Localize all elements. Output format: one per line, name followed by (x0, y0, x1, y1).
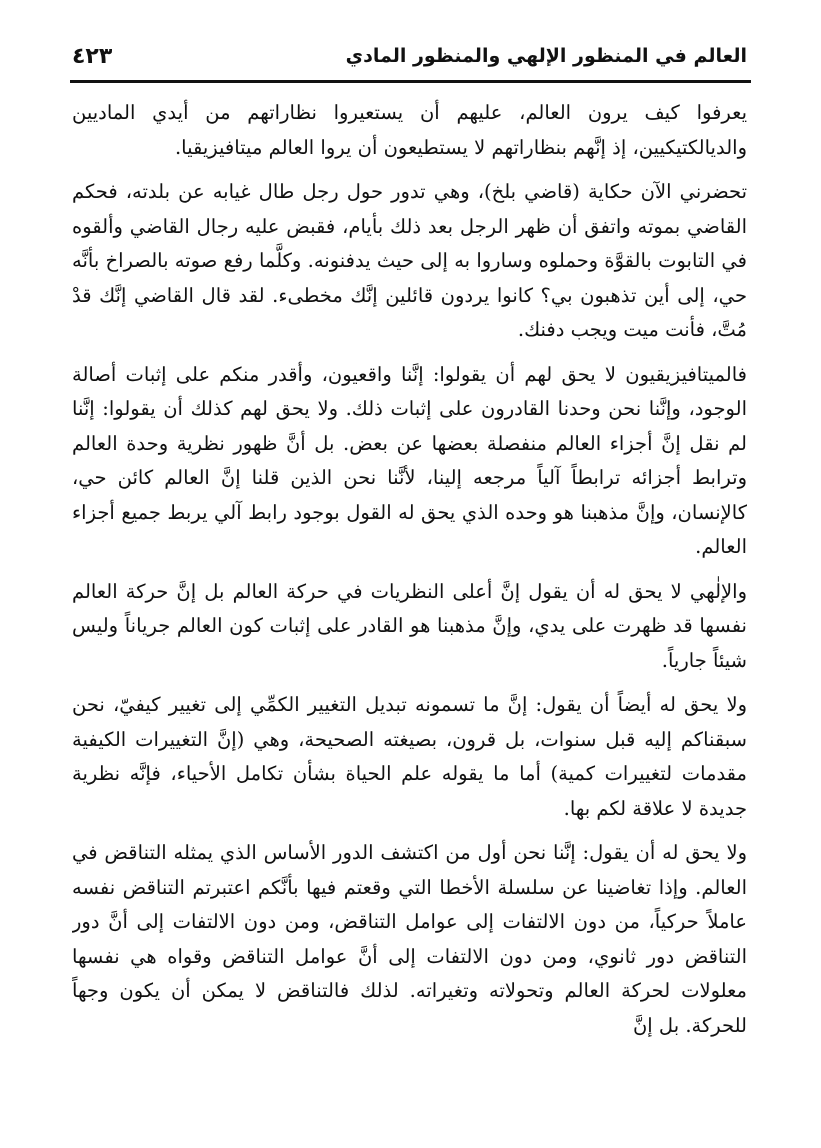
body-text (72, 96, 747, 1140)
running-title: العالم في المنظور الإلهي والمنظور المادي (345, 45, 747, 67)
paragraph-2: تحضرني الآن حكاية (قاضي بلخ)، وهي تدور حول رجل طال غيابه عن بلدته، فحكم القاضي بموته واتفق أن ظهر الرجل بعد ذلك بأيام، فقبض عليه رجال القاضي وألقوه في التابوت بالقوَّة وحملوه وساروا به إلى حيث يدفنونه. وكلَّما رفع صوته بالصراخ بأنَّه حي، إلى أين تذهبون بي؟ كانوا يردون قائلين إنَّك مخطىء. لقد قال القاضي إنَّك قدْ مُتَّ، فأنت ميت ويجب دفنك. (72, 180, 747, 341)
paragraph-5: ولا يحق له أيضاً أن يقول: إنَّ ما تسمونه تبديل التغيير الكمِّي إلى تغيير كيفيّ، نحن سبقناكم إليه قبل سنوات، بل قرون، بصيغته الصحيحة، وهي (إنَّ التغييرات الكيفية مقدمات لتغييرات كمية) أما ما يقوله علم الحياة بشأن تكامل الأحياء، فإنَّه نظرية جديدة لا علاقة لكم بها. (72, 693, 747, 820)
page-number: ٤٢٣ (72, 43, 113, 69)
header-rule (70, 80, 751, 83)
paragraph-4: والإلٰهي لا يحق له أن يقول إنَّ أعلى النظريات في حركة العالم بل إنَّ حركة العالم نفسها قد ظهرت على يدي، وإنَّ مذهبنا هو القادر على إثبات كون العالم جرياناً وليس شيئاً جارياً. (72, 579, 747, 672)
paragraph-3: فالميتافيزيقيون لا يحق لهم أن يقولوا: إنَّنا واقعيون، وأقدر منكم على إثبات أصالة الوجود، وإنَّنا نحن وحدنا القادرون على إثبات ذلك. ولا يحق لهم كذلك أن يقولوا: إنَّنا لم نقل إنَّ أجزاء العالم منفصلة بعضها عن بعض. بل أنَّ ظهور نظرية وحدة العالم وترابط أجزائه ترابطاً آلياً مرجعه إلينا، لأنَّنا نحن الذين قلنا إنَّ العالم كائن حي، كالإنسان، وإنَّ مذهبنا هو وحده الذي يحق له القول بوجود رابط آلي يربط جميع أجزاء العالم. (72, 362, 747, 558)
page-header (72, 36, 747, 76)
paragraph-1: يعرفوا كيف يرون العالم، عليهم أن يستعيروا نظاراتهم من أيدي الماديين والديالكتيكيين، إذ إنَّهم بنظاراتهم لا يستطيعون أن يروا العالم ميتافيزيقيا. (72, 101, 747, 159)
paragraph-6: ولا يحق له أن يقول: إنَّنا نحن أول من اكتشف الدور الأساس الذي يمثله التناقض في العالم. وإذا تغاضينا عن سلسلة الأخطا التي وقعتم فيها بأنَّكم اعتبرتم التناقض نفسه عاملاً حركياً، من دون الالتفات إلى عوامل التناقض، ومن دون الالتفات إلى أنَّ دور التناقض دور ثانوي، ومن دون الالتفات إلى أنَّ عوامل التناقض وقواه هي نفسها معلولات لحركة العالم وتحولاته وتغيراته. لذلك فالتناقض لا يمكن أن يكون وجهاً للحركة. بل إنَّ (72, 841, 747, 1037)
